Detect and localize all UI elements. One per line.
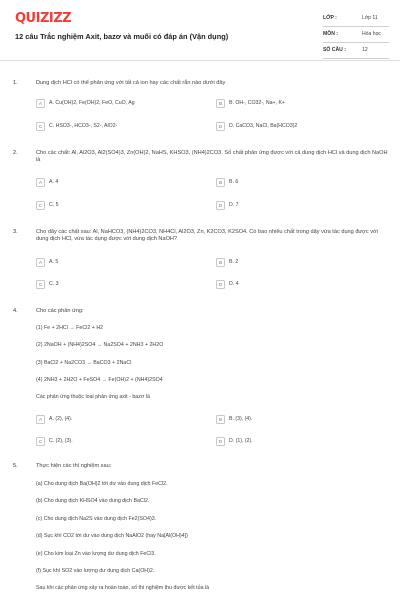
question-text: Dung dịch HCl có thể phản ứng với tất cả ion hay các chất rắn nào dưới đây <box>36 80 226 86</box>
meta-label: SỐ CÂU : <box>323 47 346 53</box>
option-letter-box: A <box>36 178 45 187</box>
question-text: Cho các phản ứng: <box>36 308 84 314</box>
option-letter-box: B <box>216 99 225 108</box>
option-text: A. 4 <box>49 179 59 185</box>
meta-label: MÔN : <box>323 31 338 37</box>
option-letter-box: C <box>36 122 45 131</box>
option-text: D. 4 <box>229 281 239 287</box>
meta-value: Lớp 11 <box>362 15 378 21</box>
option-letter-box: A <box>36 415 45 424</box>
option-text: D. 7 <box>229 202 239 208</box>
option-text: C. (2), (3). <box>49 438 73 444</box>
question-text: Cho dãy các chất sau: Al, NaHCO3, (NH4)2CO3, NH4Cl, Al2O3, Zn, K2CO3, K2SO4. Có bao nhiêu chất trong dãy vừa tác dụng được với dung dịch HCl, vừa tác dụng được với dung dịch NaOH? <box>36 229 378 242</box>
option-text: A. 5 <box>49 259 59 265</box>
meta-row-count <box>323 45 389 59</box>
option-text: D. CaCO3, NaCl, Ba(HCO3)2 <box>229 123 298 129</box>
option-text: A. (2), (4). <box>49 416 73 422</box>
header-divider <box>0 60 400 61</box>
meta-value: Hóa học <box>362 31 381 37</box>
experiment-item: (f) Sục khí SO2 vào lượng dư dung dịch Ca(OH)2. <box>36 568 155 574</box>
option-text: C. HSO3-, HCO3-, S2-, AlO2- <box>49 123 118 129</box>
meta-row-subject <box>323 29 389 43</box>
meta-label: LỚP : <box>323 15 337 21</box>
option-text: B. 2 <box>229 259 239 265</box>
page-title: 12 câu Trắc nghiệm Axit, bazơ và muối có đáp án (Vận dụng) <box>15 32 229 41</box>
question-number: 1. <box>13 80 18 86</box>
option-letter-box: B <box>216 415 225 424</box>
option-letter-box: D <box>216 201 225 210</box>
quizizz-logo: QUIZIZZ <box>15 11 72 26</box>
question-number: 4. <box>13 308 18 314</box>
option-text: C. 5 <box>49 202 59 208</box>
question-text: Thực hiện các thí nghiệm sau: <box>36 463 112 469</box>
option-letter-box: B <box>216 258 225 267</box>
option-letter-box: D <box>216 437 225 446</box>
option-text: C. 3 <box>49 281 59 287</box>
reaction-item: (2) 2NaOH + (NH4)2SO4 → Na2SO4 + 2NH3 + 2H2O <box>36 342 164 348</box>
reaction-item: (1) Fe + 2HCl → FeCl2 + H2 <box>36 325 104 331</box>
experiment-item: (e) Cho kim loại Zn vào lượng dư dung dịch FeCl3. <box>36 551 156 557</box>
experiment-item: (c) Cho dung dịch Na2S vào dung dịch Fe2(SO4)3. <box>36 516 157 522</box>
question-number: 2. <box>13 150 18 156</box>
question-prompt: Sau khi các phản ứng xảy ra hoàn toàn, số thí nghiệm thu được kết tủa là <box>36 585 210 591</box>
option-letter-box: D <box>216 122 225 131</box>
page-header <box>0 0 400 64</box>
question-number: 5. <box>13 463 18 469</box>
option-text: B. (3), (4). <box>229 416 253 422</box>
meta-row-class <box>323 13 389 27</box>
option-text: B. 6 <box>229 179 239 185</box>
option-letter-box: A <box>36 258 45 267</box>
option-letter-box: D <box>216 280 225 289</box>
option-letter-box: C <box>36 437 45 446</box>
meta-value: 12 <box>362 47 368 53</box>
experiment-item: (b) Cho dung dịch KHSO4 vào dung dịch BaCl2. <box>36 498 150 504</box>
option-letter-box: A <box>36 99 45 108</box>
question-number: 3. <box>13 229 18 235</box>
reaction-item: (3) BaCl2 + Na2CO3 → BaCO3 + 2NaCl <box>36 360 132 366</box>
meta-panel <box>323 13 389 59</box>
option-letter-box: B <box>216 178 225 187</box>
experiment-item: (a) Cho dung dịch Ba(OH)2 tới dư vào dung dịch FeCl2. <box>36 481 168 487</box>
question-prompt: Các phản ứng thuộc loại phản ứng axit - bazơ là <box>36 394 150 400</box>
question-text: Cho các chất: Al, Al2O3, Al2(SO4)3, Zn(OH)2, NaHS, KHSO3, (NH4)2CO3. Số chất phản ứng được với cả dung dịch HCl và dung dịch NaOH là <box>36 150 388 163</box>
option-text: D. (1), (2). <box>229 438 253 444</box>
reaction-item: (4) 2NH3 + 2H2O + FeSO4 → Fe(OH)2 + (NH4)2SO4 <box>36 377 163 383</box>
option-text: A. Cu(OH)2, Fe(OH)2, FeO, CuO, Ag <box>49 100 135 106</box>
option-text: B. OH-, CO32-, Na+, K+ <box>229 100 285 106</box>
option-letter-box: C <box>36 280 45 289</box>
experiment-item: (d) Sục khí CO2 tới dư vào dung dịch NaAlO2 (hay Na[Al(OH)4]) <box>36 533 188 539</box>
option-letter-box: C <box>36 201 45 210</box>
